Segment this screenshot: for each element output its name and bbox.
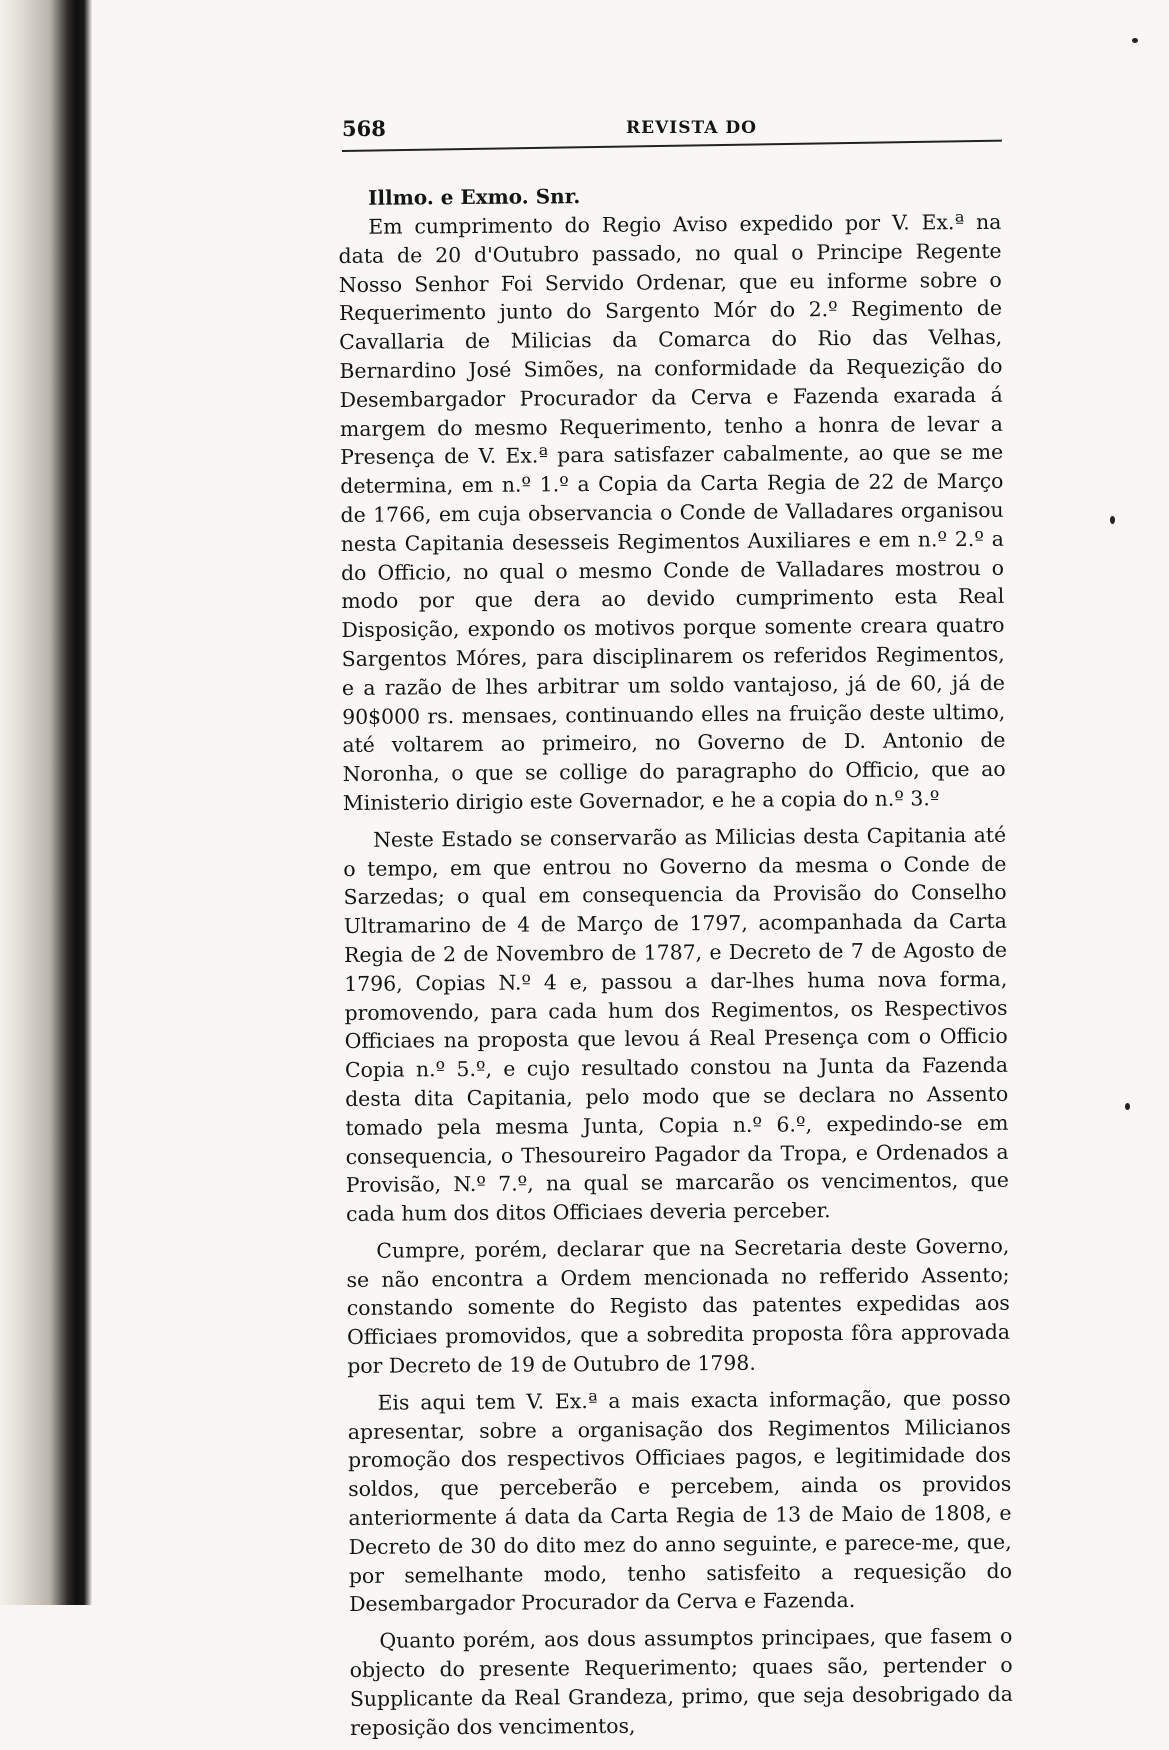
ink-speck	[1125, 1103, 1130, 1110]
paragraph: Em cumprimento do Regio Aviso expedido por V. Ex.ª na data de 20 d'Outubro passado, no qual o Principe Regente Nosso Senhor Foi Servido Ordenar, que eu informe sobre o Requerimento junto do Sargento Mór do 2.º Regimento de Cavallaria de Milicias da Comarca do Rio das Velhas, Bernardino José Simões, na conformidade da Requezição do Desembargador Procurador da Cerva e Fazenda exarada á margem do mesmo Requerimento, tenho a honra de levar a Presença de V. Ex.ª para satisfazer cabalmente, ao que se me determina, em n.º 1.º a Copia da Carta Regia de 22 de Março de 1766, em cuja observancia o Conde de Valladares organisou nesta Capitania desesseis Regimentos Auxiliares e em n.º 2.º a do Officio, no qual o mesmo Conde de Valladares mostrou o modo por que dera ao devido cumprimento esta Real Disposição, expondo os motivos porque somente creara quatro Sargentos Móres, para disciplinarem os referidos Regimentos, e a razão de lhes arbitrar um soldo vantajoso, já de 60, já de 90$000 rs. mensaes, continuando elles na fruição deste ultimo, até voltarem ao primeiro, no Governo de D. Antonio de Noronha, o que se collige do paragrapho do Officio, que ao Ministerio dirigio este Governador, e he a copia do n.º 3.º	[338, 209, 1006, 815]
paragraph: Neste Estado se conservarão as Milicias desta Capitania até o tempo, em que entrou no Governo da mesma o Conde de Sarzedas; o qual em consequencia da Provisão do Conselho Ultramarino de 4 de Março de 1797, acompanhada da Carta Regia de 2 de Novembro de 1787, e Decreto de 7 de Agosto de 1796, Copias N.º 4 e, passou a dar-lhes huma nova forma, promovendo, para cada hum dos Regimentos, os Respectivos Officiaes na proposta que levou á Real Presença com o Officio Copia n.º 5.º, e cujo resultado constou na Junta da Fazenda desta dita Capitania, pelo modo que se declara no Assento tomado pela mesma Junta, Copia n.º 6.º, expedindo-se em consequencia, o Thesoureiro Pagador da Tropa, e Ordenados a Provisão, N.º 7.º, na qual se marcarão os vencimentos, que cada hum dos ditos Officiaes deveria perceber.	[343, 822, 1009, 1227]
paragraph: Quanto porém, aos dous assumptos principaes, que fasem o objecto do presente Requerimento; quaes são, pertender o Supplicante da Real Grandeza, primo, que seja desobrigado da reposição dos vencimentos,	[349, 1623, 1013, 1740]
paragraph: Cumpre, porém, declarar que na Secretaria deste Governo, se não encontra a Ordem mencionada no refferido Assento; constando somente do Registo das patentes expedidas aos Officiaes promovidos, que a sobredita proposta fôra approvada por Decreto de 19 de Outubro de 1798.	[346, 1233, 1011, 1379]
salutation: Illmo. e Exmo. Snr.	[368, 184, 581, 210]
page-header	[342, 116, 1007, 162]
book-binding-edge	[0, 0, 92, 1605]
header-rule	[342, 140, 1002, 152]
ink-speck	[1110, 516, 1115, 524]
ink-speck	[1132, 38, 1138, 43]
running-head: REVISTA DO	[626, 118, 757, 138]
paragraph: Eis aqui tem V. Ex.ª a mais exacta informação, que posso apresentar, sobre a organisação dos Regimentos Milicianos promoção dos respectivos Officiaes pagos, e legitimidade dos soldos, que perceberão e percebem, ainda os providos anteriormente á data da Carta Regia de 13 de Maio de 1808, e Decreto de 30 do dito mez do anno seguinte, e parece-me, que, por semelhante modo, tenho satisfeito a requesição do Desembargador Procurador da Cerva e Fazenda.	[347, 1385, 1013, 1617]
page-number: 568	[342, 116, 386, 141]
letter-text	[338, 179, 1013, 1750]
